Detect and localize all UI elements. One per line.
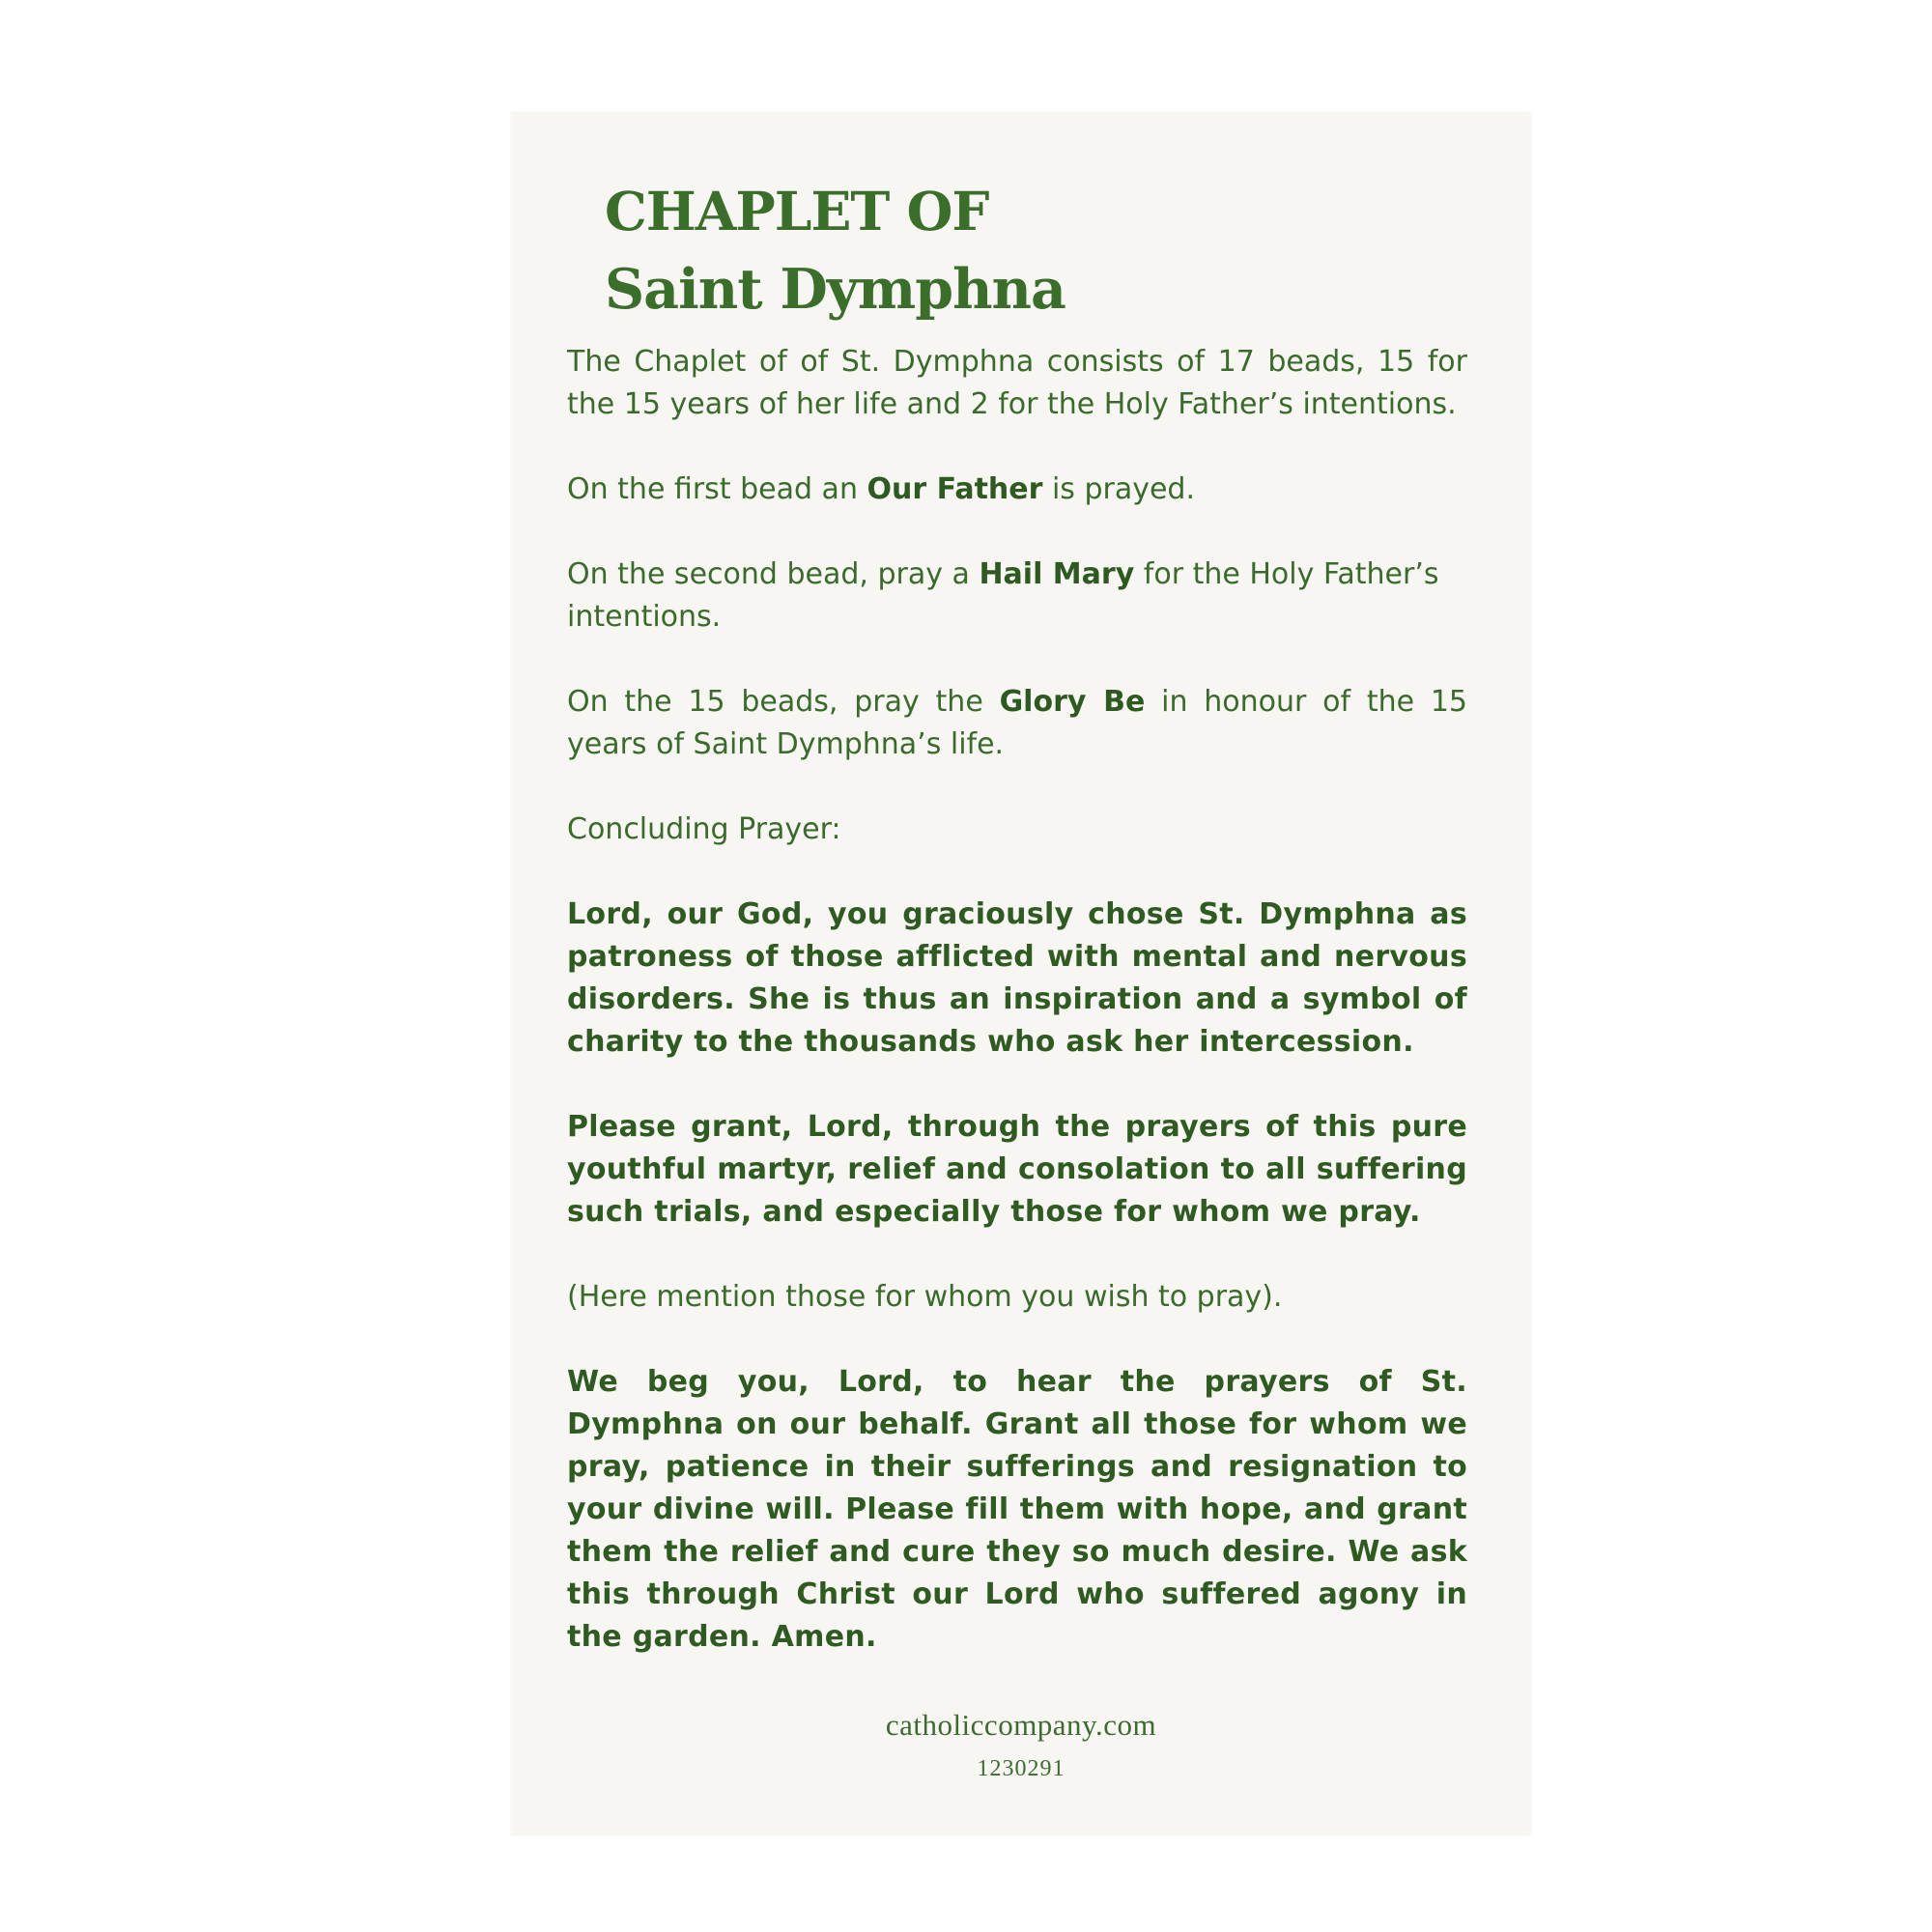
first-bead-text-before: On the first bead an [567, 472, 867, 506]
first-bead-paragraph [567, 469, 1467, 511]
card-body [567, 341, 1467, 1659]
prayer-paragraph-3: We beg you, Lord, to hear the prayers of St. Dymphna on our behalf. Grant all those for whom we pray, patience in their sufferings and resignation to your divine will. Please fill them with hope, and grant them the relief and cure they so much desire. We ask this through Christ our Lord who suffered agony in the garden. Amen. [567, 1365, 1467, 1654]
prayer-paragraph-1: Lord, our God, you graciously chose St. Dymphna as patroness of those afflicted with mental and nervous disorders. She is thus an inspiration and a symbol of charity to the thousands who ask her intercession. [567, 897, 1467, 1059]
website-text: catholiccompany.com [885, 1708, 1157, 1742]
intro-paragraph: The Chaplet of of St. Dymphna consists of 17 beads, 15 for the 15 years of her life and 2 for the Holy Father’s intentions. [567, 345, 1467, 421]
first-bead-text-after: is prayed. [1042, 472, 1196, 506]
title-line-2: Saint Dymphna [605, 257, 1065, 322]
second-bead-paragraph [567, 554, 1467, 639]
prayer-paragraph-2: Please grant, Lord, through the prayers of this pure youthful martyr, relief and consolation to all suffering such trials, and especially those for whom we pray. [567, 1110, 1467, 1229]
item-code: 1230291 [977, 1756, 1065, 1781]
title-line-1: CHAPLET OF [605, 180, 989, 242]
second-bead-text-before: On the second bead, pray a [567, 557, 980, 591]
glory-be-label: Glory Be [999, 685, 1146, 719]
fifteen-beads-text-before: On the 15 beads, pray the [567, 685, 1000, 719]
our-father-label: Our Father [867, 472, 1043, 506]
mention-paragraph: (Here mention those for whom you wish to pray). [567, 1280, 1283, 1314]
hail-mary-label: Hail Mary [979, 557, 1135, 591]
second-bead-text-after: for the Holy Father’s intentions. [567, 557, 1439, 634]
fifteen-beads-paragraph [567, 681, 1467, 766]
concluding-prayer-label: Concluding Prayer: [567, 812, 841, 846]
prayer-card [511, 112, 1531, 1835]
fifteen-beads-text-after: in honour of the 15 years of Saint Dymphna’s life. [567, 685, 1468, 761]
